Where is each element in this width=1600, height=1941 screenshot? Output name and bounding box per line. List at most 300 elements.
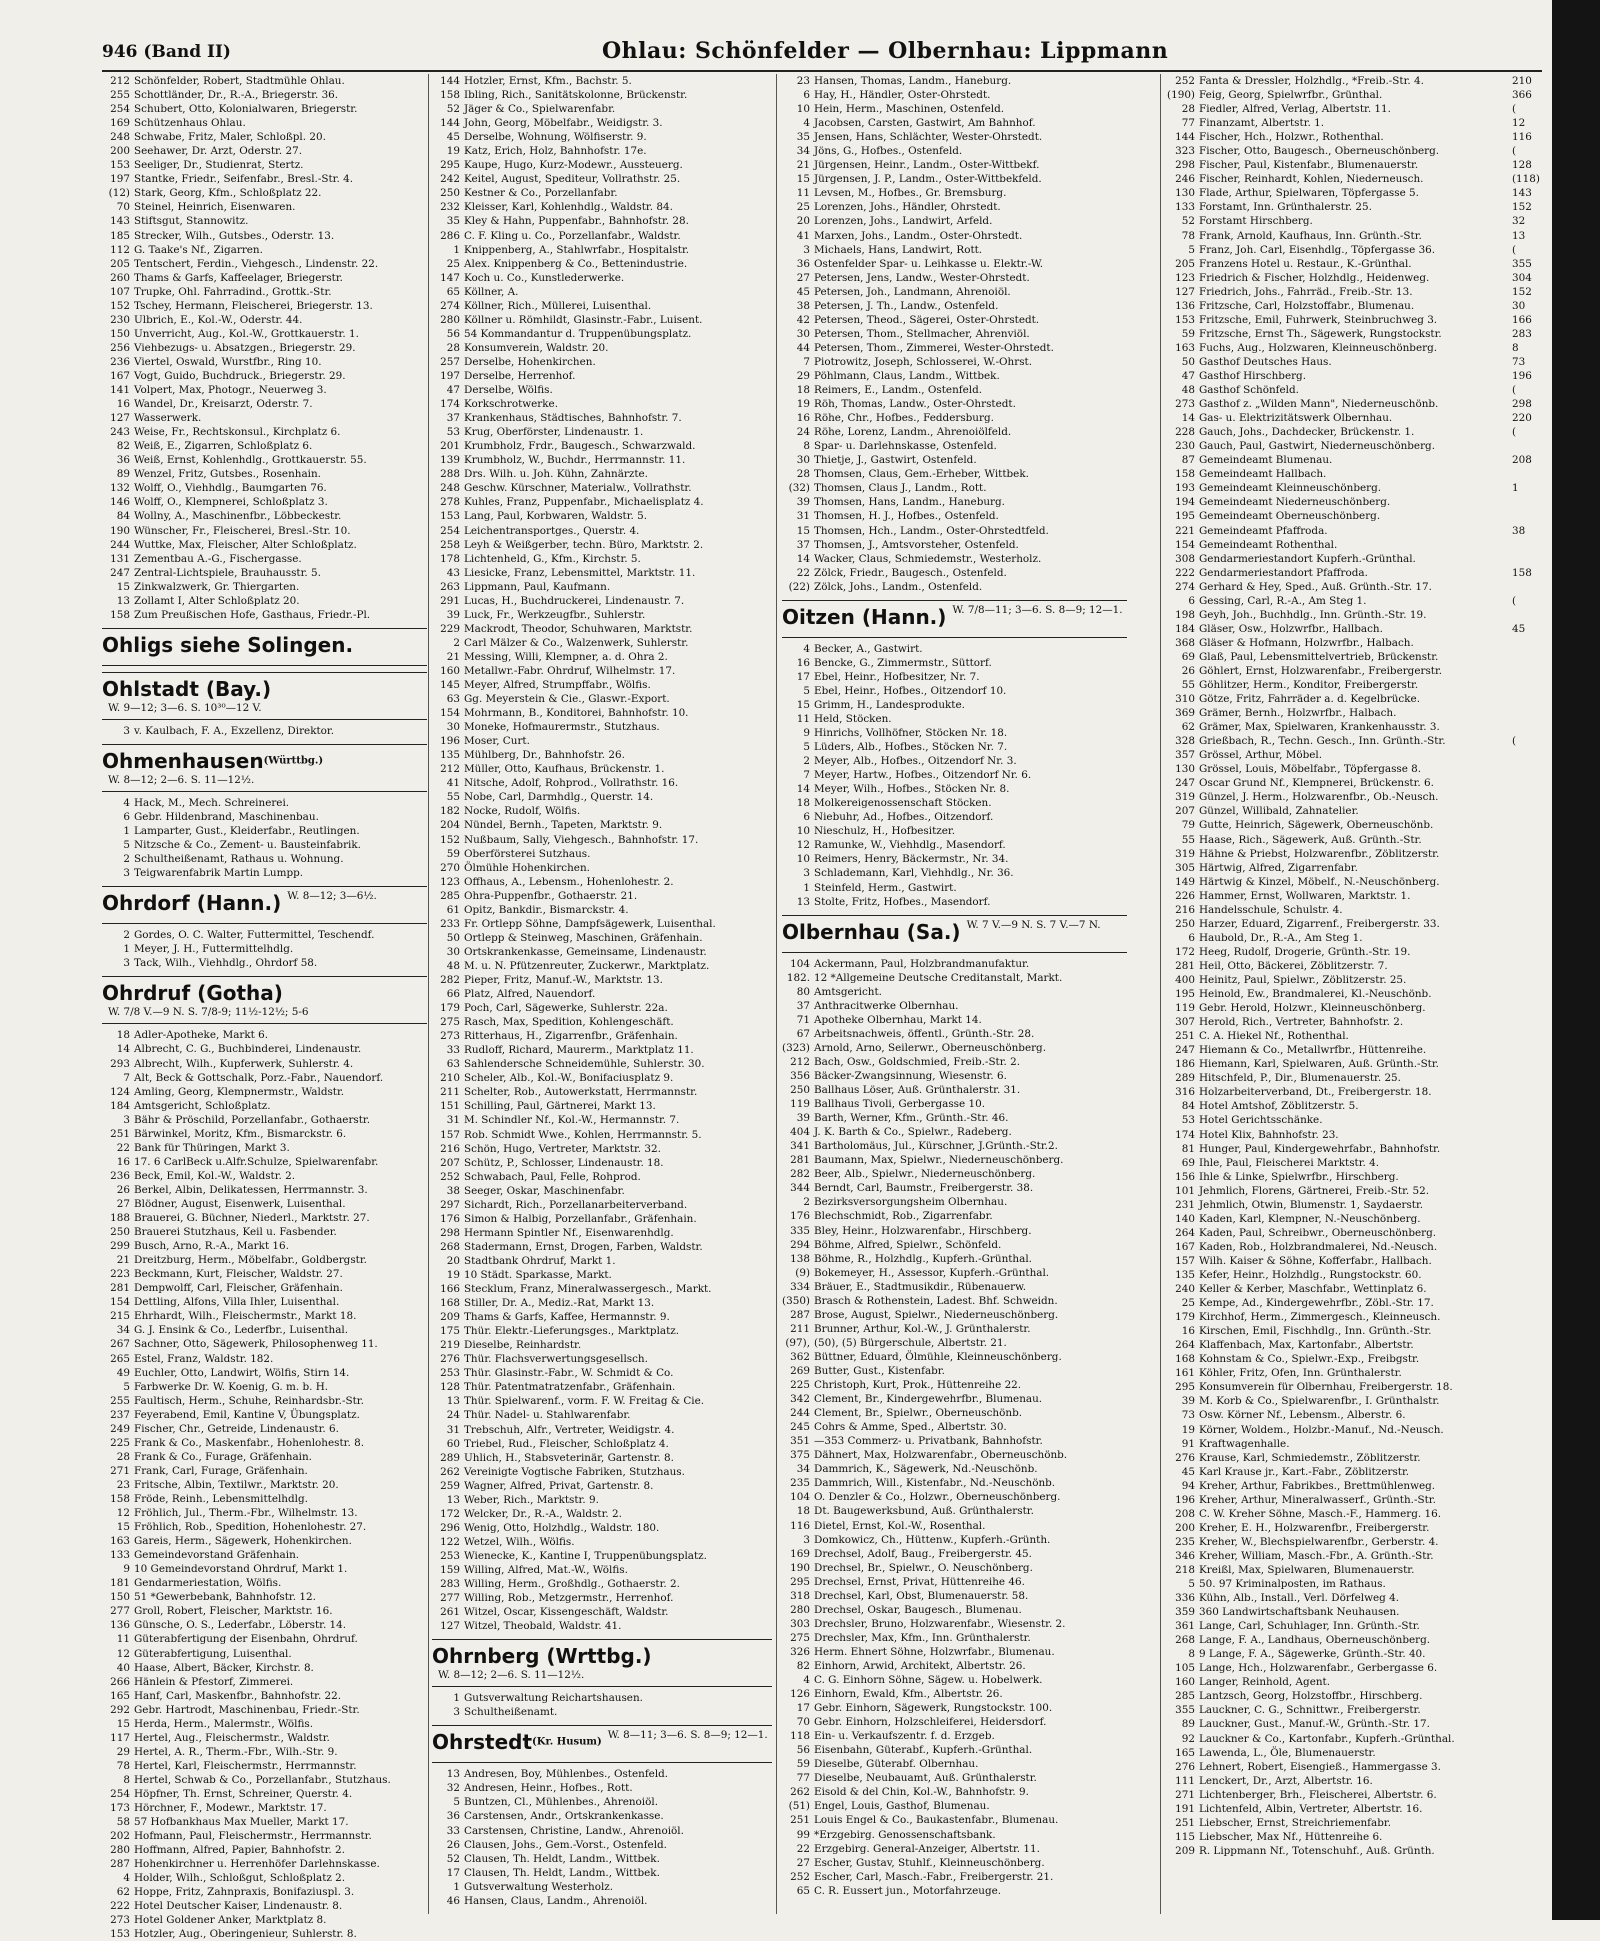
column-1 bbox=[102, 74, 427, 1941]
entry-text: Alt, Beck & Gottschalk, Porz.-Fabr., Nauendorf. bbox=[134, 1071, 384, 1084]
phone-number: 3 bbox=[123, 724, 130, 737]
phone-number: 1 bbox=[123, 943, 130, 956]
entry-text: Dt. Baugewerksbund, Auß. Grünthalerstr. bbox=[814, 1505, 1034, 1518]
entry-text: Güterabfertigung, Luisenthal. bbox=[134, 1647, 292, 1660]
directory-entry bbox=[782, 1504, 1127, 1518]
phone-number: 127 bbox=[440, 1620, 460, 1633]
phone-number: 124 bbox=[110, 1085, 130, 1098]
directory-entry bbox=[432, 1619, 772, 1633]
directory-entry bbox=[432, 481, 772, 495]
entry-text: Konsumverein für Olbernhau, Freibergerstr. 18. bbox=[1199, 1381, 1453, 1394]
entry-text: Drechsler, Bruno, Holzwarenfabr., Wiesenstr. 2. bbox=[814, 1617, 1066, 1630]
phone-number: 22 bbox=[116, 1141, 130, 1154]
directory-entry bbox=[432, 1838, 772, 1852]
entry-text: Jürgensen, J. P., Landm., Oster-Wittbekfeld. bbox=[814, 173, 1042, 186]
phone-number: 17 bbox=[796, 670, 810, 683]
phone-number: 236 bbox=[110, 1169, 130, 1182]
entry-text: Stadermann, Ernst, Drogen, Farben, Waldstr. bbox=[464, 1240, 703, 1253]
phone-number: 104 bbox=[790, 957, 810, 970]
phone-number: 273 bbox=[1175, 398, 1195, 411]
entry-text: Gemeindeamt Oberneuschönberg. bbox=[1199, 510, 1381, 523]
directory-entry bbox=[782, 1870, 1127, 1884]
phone-number: 77 bbox=[796, 1772, 810, 1785]
phone-number: 229 bbox=[440, 622, 460, 635]
phone-number: 197 bbox=[440, 369, 460, 382]
directory-entry bbox=[1167, 453, 1512, 467]
directory-entry bbox=[432, 1465, 772, 1479]
phone-number: 232 bbox=[440, 201, 460, 214]
entry-text: Gläser & Hofmann, Holzwrfbr., Halbach. bbox=[1199, 636, 1414, 649]
entry-text: Gauch, Johs., Dachdecker, Brückenstr. 1. bbox=[1199, 426, 1415, 439]
phone-number: 30 bbox=[446, 721, 460, 734]
phone-number: 174 bbox=[1175, 1128, 1195, 1141]
entry-text: Barth, Werner, Kfm., Grünth.-Str. 46. bbox=[814, 1112, 1009, 1125]
phone-number: 280 bbox=[790, 1603, 810, 1616]
entry-text: Osw. Körner Nf., Lebensm., Alberstr. 6. bbox=[1199, 1409, 1406, 1422]
phone-number: 276 bbox=[440, 1353, 460, 1366]
edge-number: 12 bbox=[1512, 117, 1526, 130]
entry-text: Ebel, Heinr., Hofbes., Oitzendorf 10. bbox=[814, 684, 1007, 697]
phone-number: 132 bbox=[110, 482, 130, 495]
phone-number: 8 bbox=[123, 1773, 130, 1786]
entry-text: Ritterhaus, H., Zigarrenfbr., Gräfenhain. bbox=[464, 1030, 678, 1043]
phone-number: 79 bbox=[1181, 819, 1195, 832]
directory-entry bbox=[102, 1253, 427, 1267]
phone-number: 20 bbox=[446, 1254, 460, 1267]
directory-entry bbox=[432, 327, 772, 341]
entry-text: Wagner, Alfred, Privat, Gartenstr. 8. bbox=[464, 1479, 654, 1492]
directory-entry bbox=[1167, 636, 1512, 650]
directory-entry bbox=[432, 1577, 772, 1591]
phone-number: 62 bbox=[1181, 721, 1195, 734]
entry-text: Lantzsch, Georg, Holzstoffbr., Hirschberg. bbox=[1199, 1690, 1423, 1703]
directory-entry bbox=[782, 467, 1127, 481]
directory-entry bbox=[102, 299, 427, 313]
entry-text: Lauckner & Co., Kartonfabr., Kupferh.-Grünthal. bbox=[1199, 1732, 1455, 1745]
edge-number: 283 bbox=[1512, 327, 1532, 340]
phone-number: 289 bbox=[440, 1451, 460, 1464]
directory-entry bbox=[782, 1167, 1127, 1181]
phone-number: 182 bbox=[440, 805, 460, 818]
phone-number: 204 bbox=[440, 819, 460, 832]
phone-number: 143 bbox=[110, 215, 130, 228]
entry-text: Albrecht, Wilh., Kupferwerk, Suhlerstr. 4. bbox=[134, 1057, 354, 1070]
entry-text: Krause, Karl, Schmiedemstr., Zöblitzerstr. bbox=[1199, 1451, 1421, 1464]
entry-text: Gendarmeriestandort Pfaffroda. bbox=[1199, 566, 1368, 579]
entry-text: Rudloff, Richard, Maurerm., Marktplatz 11. bbox=[464, 1044, 694, 1057]
entry-text: Lehnert, Robert, Eisengieß., Hammergasse 3. bbox=[1199, 1760, 1441, 1773]
directory-entry bbox=[102, 1548, 427, 1562]
entry-text: Grießbach, R., Techn. Gesch., Inn. Grünth.-Str. bbox=[1199, 735, 1446, 748]
phone-number: 233 bbox=[440, 917, 460, 930]
phone-number: 266 bbox=[110, 1675, 130, 1688]
office-hours: W. 7/8 V.—9 N. S. 7/8-9; 11½-12½; 5-6 bbox=[108, 1006, 309, 1019]
edge-number: ( bbox=[1512, 103, 1517, 116]
phone-number: 328 bbox=[1175, 735, 1195, 748]
phone-number: 89 bbox=[1181, 1718, 1195, 1731]
phone-number: 117 bbox=[110, 1731, 130, 1744]
entry-text: Zementbau A.-G., Fischergasse. bbox=[134, 552, 302, 565]
entry-text: Viertel, Oswald, Wurstfbr., Ring 10. bbox=[134, 355, 322, 368]
phone-number: 123 bbox=[440, 875, 460, 888]
entry-text: Amtsgericht, Schloßplatz. bbox=[134, 1099, 271, 1112]
entry-text: Fröde, Reinh., Lebensmittelhdlg. bbox=[134, 1492, 308, 1505]
entry-text: Schubert, Otto, Kolonialwaren, Briegerstr. bbox=[134, 103, 358, 116]
column-divider bbox=[1160, 74, 1161, 1914]
directory-entry bbox=[102, 1352, 427, 1366]
column-2 bbox=[432, 74, 772, 1914]
phone-number: 308 bbox=[1175, 552, 1195, 565]
entry-text: Ölmühle Hohenkirchen. bbox=[464, 861, 590, 874]
entry-text: Müller, Otto, Kaufhaus, Brückenstr. 1. bbox=[464, 763, 665, 776]
directory-entry bbox=[432, 594, 772, 608]
phone-number: 157 bbox=[1175, 1254, 1195, 1267]
phone-number: 156 bbox=[1175, 1170, 1195, 1183]
running-title: Ohlau: Schönfelder — Olbernhau: Lippmann bbox=[602, 38, 1169, 64]
phone-number: 264 bbox=[1175, 1339, 1195, 1352]
directory-entry bbox=[102, 594, 427, 608]
directory-entry bbox=[782, 1490, 1127, 1504]
entry-text: Stantke, Friedr., Seifenfabr., Bresl.-Str. 4. bbox=[134, 173, 354, 186]
edge-number bbox=[1512, 608, 1542, 622]
entry-text: Kaupe, Hugo, Kurz-Modewr., Aussteuerg. bbox=[464, 159, 683, 172]
phone-number: 295 bbox=[790, 1575, 810, 1588]
entry-text: Kreher, Arthur, Fabrikbes., Brettmühlenweg. bbox=[1199, 1479, 1436, 1492]
phone-number: 362 bbox=[790, 1350, 810, 1363]
phone-number: 45 bbox=[796, 285, 810, 298]
entry-text: Lange, F. A., Landhaus, Oberneuschönberg. bbox=[1199, 1634, 1431, 1647]
entry-text: Göhlitzer, Herm., Konditor, Freibergerstr. bbox=[1199, 679, 1419, 692]
directory-entry bbox=[1167, 762, 1512, 776]
directory-entry bbox=[432, 790, 772, 804]
entry-text: Simon & Halbig, Porzellanfabr., Gräfenhain. bbox=[464, 1212, 697, 1225]
entry-text: Thietje, J., Gastwirt, Ostenfeld. bbox=[814, 454, 977, 467]
directory-entry bbox=[432, 945, 772, 959]
entry-text: 51 *Gewerbebank, Bahnhofstr. 12. bbox=[134, 1591, 316, 1604]
entry-text: Finanzamt, Albertstr. 1. bbox=[1199, 117, 1325, 130]
entry-text: Hofmann, Paul, Fleischermstr., Herrmannstr. bbox=[134, 1830, 372, 1843]
directory-entry bbox=[782, 1420, 1127, 1434]
directory-entry bbox=[432, 538, 772, 552]
entry-text: Heinold, Ew., Brandmalerei, Kl.-Neuschönb. bbox=[1199, 988, 1432, 1001]
entry-text: Ohra-Puppenfbr., Gothaerstr. 21. bbox=[464, 889, 638, 902]
phone-number: 119 bbox=[790, 1098, 810, 1111]
directory-entry bbox=[432, 116, 772, 130]
entry-text: Lüders, Alb., Hofbes., Stöcken Nr. 7. bbox=[814, 741, 1008, 754]
phone-number: 179 bbox=[440, 1002, 460, 1015]
directory-entry bbox=[782, 1041, 1127, 1055]
directory-entry bbox=[432, 1113, 772, 1127]
phone-number: 218 bbox=[1175, 1563, 1195, 1576]
phone-number: 283 bbox=[440, 1578, 460, 1591]
phone-number: 18 bbox=[796, 797, 810, 810]
directory-entry bbox=[782, 327, 1127, 341]
entry-text: Herm. Ehnert Söhne, Holzwrfabr., Blumenau. bbox=[814, 1645, 1055, 1658]
entry-text: Lawenda, L., Öle, Blumenauerstr. bbox=[1199, 1746, 1376, 1759]
phone-number: (323) bbox=[782, 1041, 810, 1054]
directory-entry bbox=[1167, 467, 1512, 481]
entry-text: Koch u. Co., Kunstlederwerke. bbox=[464, 271, 625, 284]
directory-entry bbox=[782, 1842, 1127, 1856]
phone-number: 161 bbox=[1175, 1367, 1195, 1380]
phone-number: 157 bbox=[440, 1128, 460, 1141]
phone-number: 267 bbox=[110, 1338, 130, 1351]
directory-entry bbox=[102, 509, 427, 523]
entry-text: Ulbrich, E., Kol.-W., Oderstr. 44. bbox=[134, 313, 303, 326]
phone-number: 25 bbox=[446, 257, 460, 270]
phone-number: 45 bbox=[446, 131, 460, 144]
phone-number: 19 bbox=[796, 398, 810, 411]
phone-number: 16 bbox=[796, 656, 810, 669]
directory-entry bbox=[432, 243, 772, 257]
directory-entry bbox=[782, 1392, 1127, 1406]
phone-number: 168 bbox=[1175, 1353, 1195, 1366]
phone-number: 2 bbox=[123, 929, 130, 942]
directory-entry bbox=[102, 1267, 427, 1281]
entry-text: Kirschen, Emil, Fischhdlg., Inn. Grünth.-Str. bbox=[1199, 1325, 1432, 1338]
entry-text: Zollamt I, Alter Schloßplatz 20. bbox=[134, 594, 300, 607]
phone-number: 225 bbox=[110, 1436, 130, 1449]
entry-text: Bäcker-Zwangsinnung, Wiesenstr. 6. bbox=[814, 1070, 1007, 1082]
directory-entry bbox=[1167, 790, 1512, 804]
entry-text: Hitschfeld, P., Dir., Blumenauerstr. 25. bbox=[1199, 1072, 1401, 1085]
phone-number: 181 bbox=[110, 1577, 130, 1590]
entry-text: Gasthof Hirschberg. bbox=[1199, 369, 1307, 382]
directory-entry bbox=[782, 670, 1127, 684]
entry-text: Scheler, Alb., Kol.-W., Bonifaciusplatz 9. bbox=[464, 1072, 674, 1085]
directory-entry bbox=[102, 1225, 427, 1239]
directory-entry bbox=[432, 608, 772, 622]
directory-entry bbox=[432, 186, 772, 200]
directory-entry bbox=[432, 1493, 772, 1507]
entry-text: Kühn, Alb., Install., Verl. Dörfelweg 4. bbox=[1199, 1592, 1400, 1605]
phone-number: 174 bbox=[440, 398, 460, 411]
phone-number: 275 bbox=[790, 1631, 810, 1644]
phone-number: 334 bbox=[790, 1280, 810, 1293]
directory-entry bbox=[432, 776, 772, 790]
edge-number bbox=[1512, 790, 1542, 804]
phone-number: 167 bbox=[110, 369, 130, 382]
entry-text: Gebr. Hildenbrand, Maschinenbau. bbox=[134, 811, 319, 824]
directory-entry bbox=[102, 1801, 427, 1815]
directory-entry bbox=[102, 866, 427, 880]
directory-entry bbox=[782, 172, 1127, 186]
entry-text: Derselbe, Wölfis. bbox=[464, 384, 553, 397]
directory-entry bbox=[782, 1757, 1127, 1771]
directory-entry bbox=[102, 116, 427, 130]
entry-text: Gendarmeriestandort Kupferh.-Grünthal. bbox=[1199, 552, 1416, 565]
entry-text: Piotrowitz, Joseph, Schlosserei, W.-Ohrst. bbox=[814, 355, 1033, 368]
directory-entry bbox=[782, 1631, 1127, 1645]
directory-entry bbox=[432, 1852, 772, 1866]
phone-number: 154 bbox=[440, 707, 460, 720]
phone-number: 194 bbox=[1175, 496, 1195, 509]
entry-text: Göhlert, Ernst, Holzwarenfabr., Freibergerstr. bbox=[1199, 664, 1443, 677]
phone-number: 9 bbox=[123, 1563, 130, 1576]
phone-number: 361 bbox=[1175, 1620, 1195, 1633]
entry-text: Trebschuh, Alfr., Vertreter, Weidigstr. 4. bbox=[464, 1423, 675, 1436]
phone-number: 172 bbox=[1175, 945, 1195, 958]
entry-text: Rasch, Max, Spedition, Kohlengeschäft. bbox=[464, 1016, 674, 1029]
directory-entry bbox=[432, 313, 772, 327]
phone-number: 346 bbox=[1175, 1549, 1195, 1562]
directory-entry bbox=[782, 1673, 1127, 1687]
phone-number: 158 bbox=[110, 1492, 130, 1505]
entry-text: Brauerei, G. Büchner, Niederl., Marktstr. 27. bbox=[134, 1212, 370, 1225]
edge-number: 152 bbox=[1512, 201, 1532, 214]
phone-number: 176 bbox=[440, 1212, 460, 1225]
directory-entry bbox=[102, 88, 427, 102]
directory-entry bbox=[432, 158, 772, 172]
phone-number: 190 bbox=[110, 524, 130, 537]
directory-entry bbox=[782, 1027, 1127, 1041]
directory-entry bbox=[782, 397, 1127, 411]
phone-number: 264 bbox=[1175, 1226, 1195, 1239]
entry-text: Dettling, Alfons, Villa Ihler, Luisenthal. bbox=[134, 1296, 340, 1309]
phone-number: 215 bbox=[110, 1310, 130, 1323]
phone-number: 5 bbox=[803, 741, 810, 754]
directory-entry bbox=[782, 971, 1127, 985]
entry-text: Hotel Gerichtsschänke. bbox=[1199, 1114, 1323, 1127]
phone-number: 235 bbox=[1175, 1535, 1195, 1548]
phone-number: (190) bbox=[1167, 89, 1195, 102]
directory-entry bbox=[102, 724, 427, 738]
directory-entry bbox=[1167, 1198, 1512, 1212]
entry-text: Gas- u. Elektrizitätswerk Olbernhau. bbox=[1199, 412, 1393, 425]
phone-number: 152 bbox=[440, 833, 460, 846]
entry-text: Willing, Herm., Großhdlg., Gothaerstr. 2. bbox=[464, 1578, 680, 1591]
edge-number bbox=[1512, 776, 1542, 790]
phone-number: 53 bbox=[1181, 1114, 1195, 1127]
entry-text: Thomsen, Hch., Landm., Oster-Ohrstedtfeld. bbox=[814, 524, 1049, 537]
entry-text: Petersen, Theod., Sägerei, Oster-Ohrstedt. bbox=[814, 313, 1040, 326]
directory-entry bbox=[782, 866, 1127, 880]
entry-text: Weiß, Ernst, Kohlenhdlg., Grottkauerstr. 55. bbox=[134, 454, 367, 467]
directory-entry bbox=[1167, 1423, 1512, 1437]
phone-number: 70 bbox=[116, 201, 130, 214]
phone-number: 281 bbox=[1175, 959, 1195, 972]
office-hours: W. 9—12; 3—6. S. 10³⁰—12 V. bbox=[108, 701, 262, 714]
directory-entry bbox=[102, 1197, 427, 1211]
directory-entry bbox=[432, 847, 772, 861]
directory-entry bbox=[782, 768, 1127, 782]
phone-number: 288 bbox=[440, 468, 460, 481]
entry-text: Hiemann & Co., Metallwrfbr., Hüttenreihe. bbox=[1199, 1044, 1427, 1057]
phone-number: 4 bbox=[803, 642, 810, 655]
directory-entry bbox=[102, 928, 427, 942]
directory-entry bbox=[432, 1809, 772, 1823]
directory-entry bbox=[782, 1434, 1127, 1448]
edge-number: 152 bbox=[1512, 285, 1532, 298]
entry-text: Beckmann, Kurt, Fleischer, Waldstr. 27. bbox=[134, 1268, 343, 1281]
edge-number: ( bbox=[1512, 594, 1517, 607]
entry-text: Willing, Rob., Metzgermstr., Herrenhof. bbox=[464, 1592, 674, 1605]
directory-entry bbox=[1167, 1563, 1512, 1577]
phone-number: 17 bbox=[796, 1702, 810, 1715]
directory-entry bbox=[1167, 1057, 1512, 1071]
directory-entry bbox=[782, 1097, 1127, 1111]
entry-text: Meyer, Hartw., Hofbes., Oitzendorf Nr. 6. bbox=[814, 769, 1032, 782]
entry-text: Fischer, Hch., Holzwr., Rothenthal. bbox=[1199, 131, 1384, 144]
entry-text: Gebr. Herold, Holzwr., Kleinneuschönberg. bbox=[1199, 1002, 1426, 1015]
entry-text: Hoffmann, Alfred, Papier, Bahnhofstr. 2. bbox=[134, 1844, 345, 1857]
phone-number: 18 bbox=[796, 1505, 810, 1518]
phone-number: 176 bbox=[790, 1210, 810, 1223]
directory-entry bbox=[1167, 1549, 1512, 1563]
phone-number: 369 bbox=[1175, 707, 1195, 720]
phone-number: 31 bbox=[446, 1423, 460, 1436]
directory-entry bbox=[432, 1043, 772, 1057]
directory-entry bbox=[1167, 102, 1512, 116]
directory-entry bbox=[1167, 1760, 1512, 1774]
directory-entry bbox=[432, 1352, 772, 1366]
entry-text: Leyh & Weißgerber, techn. Büro, Marktstr. 2. bbox=[464, 538, 704, 551]
directory-entry bbox=[782, 271, 1127, 285]
phone-number: 351 bbox=[790, 1435, 810, 1448]
entry-text: Frank & Co., Maskenfabr., Hohenlohestr. 8. bbox=[134, 1436, 364, 1449]
entry-text: 12 *Allgemeine Deutsche Creditanstalt, Markt. bbox=[814, 971, 1063, 984]
entry-text: Röhe, Chr., Hofbes., Feddersburg. bbox=[814, 412, 994, 425]
entry-text: Kaden, Rob., Holzbrandmalerei, Nd.-Neusch. bbox=[1199, 1240, 1438, 1253]
directory-entry bbox=[1167, 706, 1512, 720]
directory-entry bbox=[782, 881, 1127, 895]
entry-text: Hörchner, F., Modewr., Marktstr. 17. bbox=[134, 1802, 327, 1815]
entry-text: Ackermann, Paul, Holzbrandmanufaktur. bbox=[814, 957, 1030, 970]
entry-text: Hiemann, Karl, Spielwaren, Auß. Grünth.-Str. bbox=[1199, 1058, 1439, 1071]
phone-number: 236 bbox=[110, 355, 130, 368]
phone-number: 38 bbox=[446, 1184, 460, 1197]
entry-text: C. G. Einhorn Söhne, Sägew. u. Hobelwerk. bbox=[814, 1674, 1043, 1687]
place-heading bbox=[782, 915, 1127, 953]
entry-text: Wolff, O., Klempnerei, Schloßplatz 3. bbox=[134, 496, 328, 509]
entry-text: Wilh. Kaiser & Söhne, Kofferfabr., Hallbach. bbox=[1199, 1254, 1432, 1267]
phone-number: 73 bbox=[1181, 1409, 1195, 1422]
phone-number: 139 bbox=[440, 454, 460, 467]
entry-text: Sichardt, Rich., Porzellanarbeiterverband. bbox=[464, 1198, 688, 1211]
directory-entry bbox=[1167, 144, 1512, 158]
entry-text: Held, Stöcken. bbox=[814, 712, 892, 725]
entry-text: Ballhaus Löser, Auß. Grünthalerstr. 31. bbox=[814, 1084, 1021, 1097]
directory-entry bbox=[1167, 1226, 1512, 1240]
entry-text: Thür. Spielwarenf., vorm. F. W. Freitag & Cie. bbox=[464, 1395, 705, 1408]
entry-text: Grössel, Arthur, Möbel. bbox=[1199, 749, 1323, 762]
entry-text: Hotel Goldener Anker, Marktplatz 8. bbox=[134, 1914, 327, 1927]
header-rule bbox=[102, 70, 1542, 72]
phone-number: 195 bbox=[1175, 510, 1195, 523]
phone-number: 277 bbox=[110, 1605, 130, 1618]
phone-number: 253 bbox=[440, 1367, 460, 1380]
phone-number: 3 bbox=[803, 867, 810, 880]
entry-text: Geschw. Kürschner, Materialw., Vollrathstr. bbox=[464, 482, 692, 495]
directory-entry bbox=[102, 1211, 427, 1225]
directory-entry bbox=[432, 74, 772, 88]
phone-number: 70 bbox=[796, 1716, 810, 1729]
entry-text: Stecklum, Franz, Mineralwassergesch., Markt. bbox=[464, 1283, 712, 1296]
entry-text: Fanta & Dressler, Holzhdlg., *Freib.-Str. 4. bbox=[1199, 75, 1424, 87]
directory-entry bbox=[102, 1913, 427, 1927]
phone-number: 185 bbox=[110, 229, 130, 242]
entry-text: Kley & Hahn, Puppenfabr., Bahnhofstr. 28. bbox=[464, 215, 689, 228]
entry-text: Liebscher, Ernst, Streichriemenfabr. bbox=[1199, 1816, 1392, 1829]
directory-entry bbox=[782, 824, 1127, 838]
phone-number: 359 bbox=[1175, 1606, 1195, 1619]
entry-text: Haase, Rich., Sägewerk, Auß. Grünth.-Str. bbox=[1199, 833, 1422, 846]
directory-entry bbox=[102, 102, 427, 116]
entry-text: Günzel, Willibald, Zahnatelier. bbox=[1199, 805, 1359, 818]
directory-entry bbox=[102, 1464, 427, 1478]
phone-number: 208 bbox=[1175, 1507, 1195, 1520]
directory-entry bbox=[432, 903, 772, 917]
